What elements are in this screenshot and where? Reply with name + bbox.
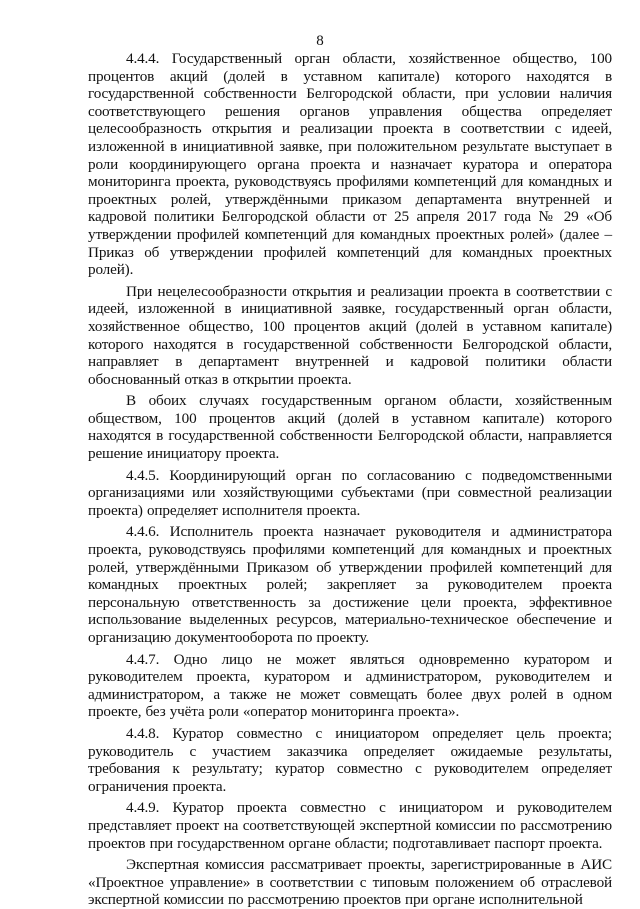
- paragraph-4-4-4: 4.4.4. Государственный орган области, хозяйственное общество, 100 процентов акций (долей в уставном капитале) которого находятся в государственной собственности Белгородской области, при условии наличия соответствующего решения органов управления общества определяет целесообразность открытия и реализации проекта в соответствии с идеей, изложенной в инициативной заявке, при положительном результате выступает в роли координирующего органа проекта и назначает куратора и оператора мониторинга проекта, руководствуясь профилями компетенций для командных и проектных ролей, утверждёнными приказом департамента внутренней и кадровой политики Белгородской области от 25 апреля 2017 года № 29 «Об утверждении профилей компетенций для командных проектных ролей» (далее – Приказ об утверждении профилей компетенций для командных проектных ролей).: [88, 50, 612, 279]
- paragraph-4-4-7: 4.4.7. Одно лицо не может являться одновременно куратором и руководителем проекта, куратором и администратором, руководителем и администратором, а также не может совмещать более двух ролей в одном проекте, без учёта роли «оператор мониторинга проекта».: [88, 650, 612, 721]
- paragraph-both-cases: В обоих случаях государственным органом области, хозяйственным обществом, 100 процентов акций (долей в уставном капитале) которого находятся в государственной собственности Белгородской области, направляется решение инициатору проекта.: [88, 392, 612, 463]
- paragraph-4-4-5: 4.4.5. Координирующий орган по согласованию с подведомственными организациями или хозяйствующими субъектами (при совместной реализации проекта) определяет исполнителя проекта.: [88, 466, 612, 519]
- paragraph-4-4-9: 4.4.9. Куратор проекта совместно с инициатором и руководителем представляет проект на соответствующей экспертной комиссии по рассмотрению проектов при государственном органе области; подготавливает паспорт проекта.: [88, 799, 612, 852]
- paragraph-inexpediency: При нецелесообразности открытия и реализации проекта в соответствии с идеей, изложенной в инициативной заявке, государственный орган области, хозяйственное общество, 100 процентов акций (долей в уставном капитале) которого находятся в государственной собственности Белгородской области, направляет в департамент внутренней и кадровой политики области обоснованный отказ в открытии проекта.: [88, 282, 612, 388]
- page-number: 8: [316, 33, 324, 49]
- paragraph-expert-commission: Экспертная комиссия рассматривает проекты, зарегистрированные в АИС «Проектное управление» в соответствии с типовым положением об отраслевой экспертной комиссии по рассмотрению проектов при органе исполнительной: [88, 856, 612, 909]
- document-body: [88, 50, 612, 909]
- paragraph-4-4-8: 4.4.8. Куратор совместно с инициатором определяет цель проекта; руководитель с участием заказчика определяет ожидаемые результаты, требования к результату; куратор совместно с руководителем определяет ограничения проекта.: [88, 724, 612, 795]
- paragraph-4-4-6: 4.4.6. Исполнитель проекта назначает руководителя и администратора проекта, руководствуясь профилями компетенций для командных и проектных ролей, утверждёнными Приказом об утверждении профилей компетенций для командных проектных ролей; закрепляет за руководителем проекта персональную ответственность за достижение цели проекта, эффективное использование выделенных ресурсов, материально-техническое обеспечение и организацию документооборота по проекту.: [88, 523, 612, 646]
